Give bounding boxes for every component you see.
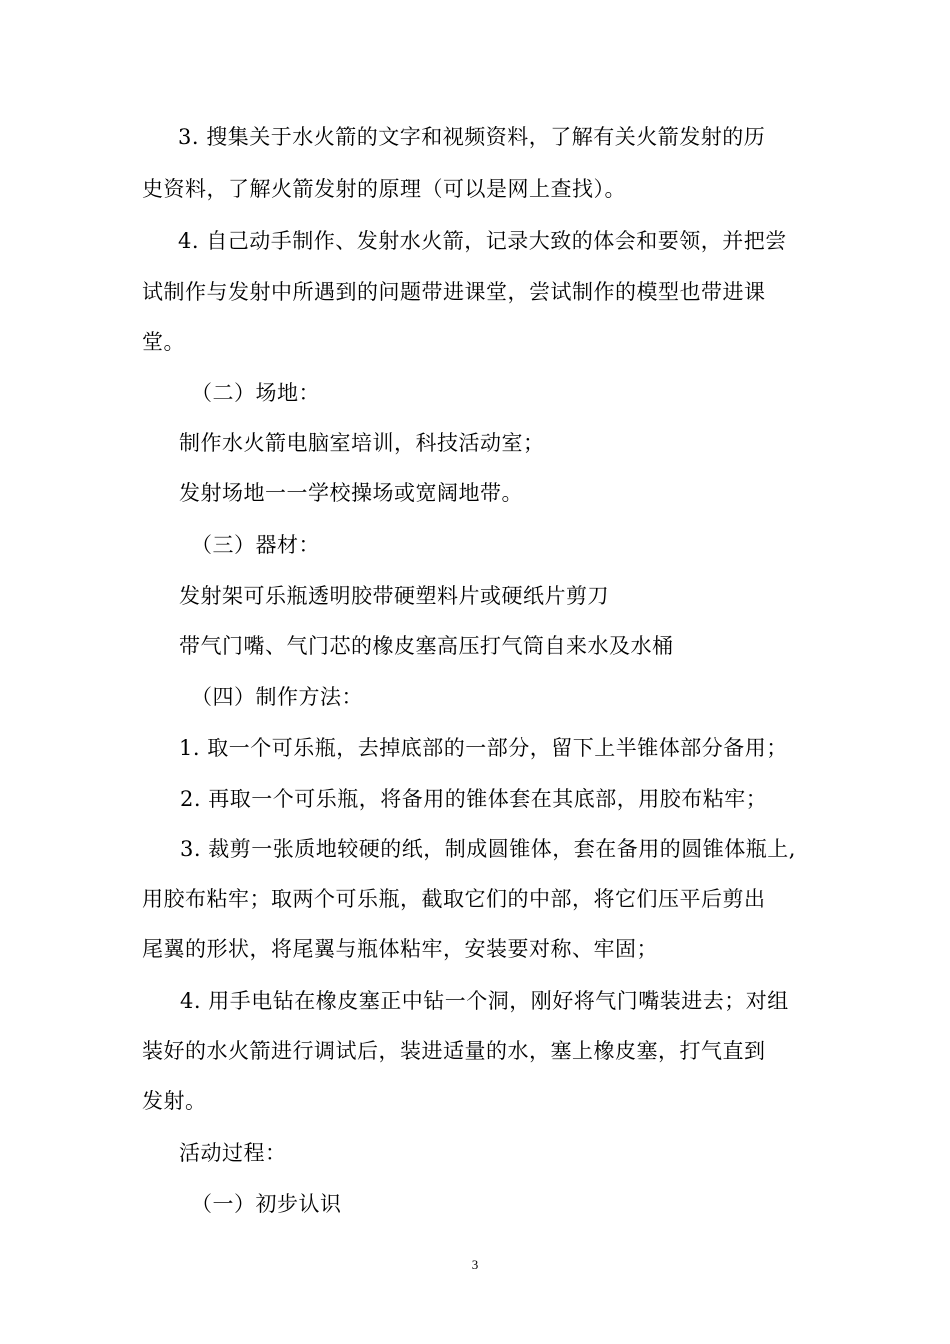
page-number: 3 <box>471 1257 479 1272</box>
text-line-5: 堂。 <box>142 330 185 354</box>
text-line-11: 带气门嘴、气门芯的橡皮塞高压打气筒自来水及水桶 <box>179 634 674 658</box>
text-line-19: 装好的水火箭进行调试后，装进适量的水，塞上橡皮塞，打气直到 <box>142 1039 766 1063</box>
text-line-20: 发射。 <box>142 1089 207 1113</box>
text-line-15: 3. 裁剪一张质地较硬的纸，制成圆锥体，套在备用的圆锥体瓶上, <box>180 837 796 861</box>
section-heading-initial: （一）初步认识 <box>191 1192 342 1216</box>
text-line-4: 试制作与发射中所遇到的问题带进课堂，尝试制作的模型也带进课 <box>142 280 766 304</box>
text-line-7: 制作水火箭电脑室培训，科技活动室； <box>179 431 545 455</box>
text-line-3: 4. 自己动手制作、发射水火箭，记录大致的体会和要领，并把尝 <box>178 229 787 253</box>
section-heading-materials: （三）器材： <box>191 533 320 557</box>
section-heading-venue: （二）场地： <box>191 381 320 405</box>
section-heading-activity: 活动过程： <box>179 1141 287 1165</box>
text-line-13: 1. 取一个可乐瓶，去掉底部的一部分，留下上半锥体部分备用； <box>179 736 788 760</box>
text-line-8: 发射场地一一学校操场或宽阔地带。 <box>179 481 523 505</box>
text-line-1: 3. 搜集关于水火箭的文字和视频资料，了解有关火箭发射的历 <box>178 125 766 149</box>
text-line-18: 4. 用手电钻在橡皮塞正中钻一个洞，刚好将气门嘴装进去；对组 <box>180 989 789 1013</box>
text-line-2: 史资料，了解火箭发射的原理（可以是网上查找）。 <box>142 177 626 201</box>
text-line-14: 2. 再取一个可乐瓶，将备用的锥体套在其底部，用胶布粘牢； <box>180 787 768 811</box>
text-line-17: 尾翼的形状，将尾翼与瓶体粘牢，安装要对称、牢固； <box>142 937 658 961</box>
section-heading-method: （四）制作方法： <box>191 685 363 709</box>
text-line-10: 发射架可乐瓶透明胶带硬塑料片或硬纸片剪刀 <box>179 584 609 608</box>
text-line-16: 用胶布粘牢；取两个可乐瓶，截取它们的中部，将它们压平后剪出 <box>142 887 766 911</box>
